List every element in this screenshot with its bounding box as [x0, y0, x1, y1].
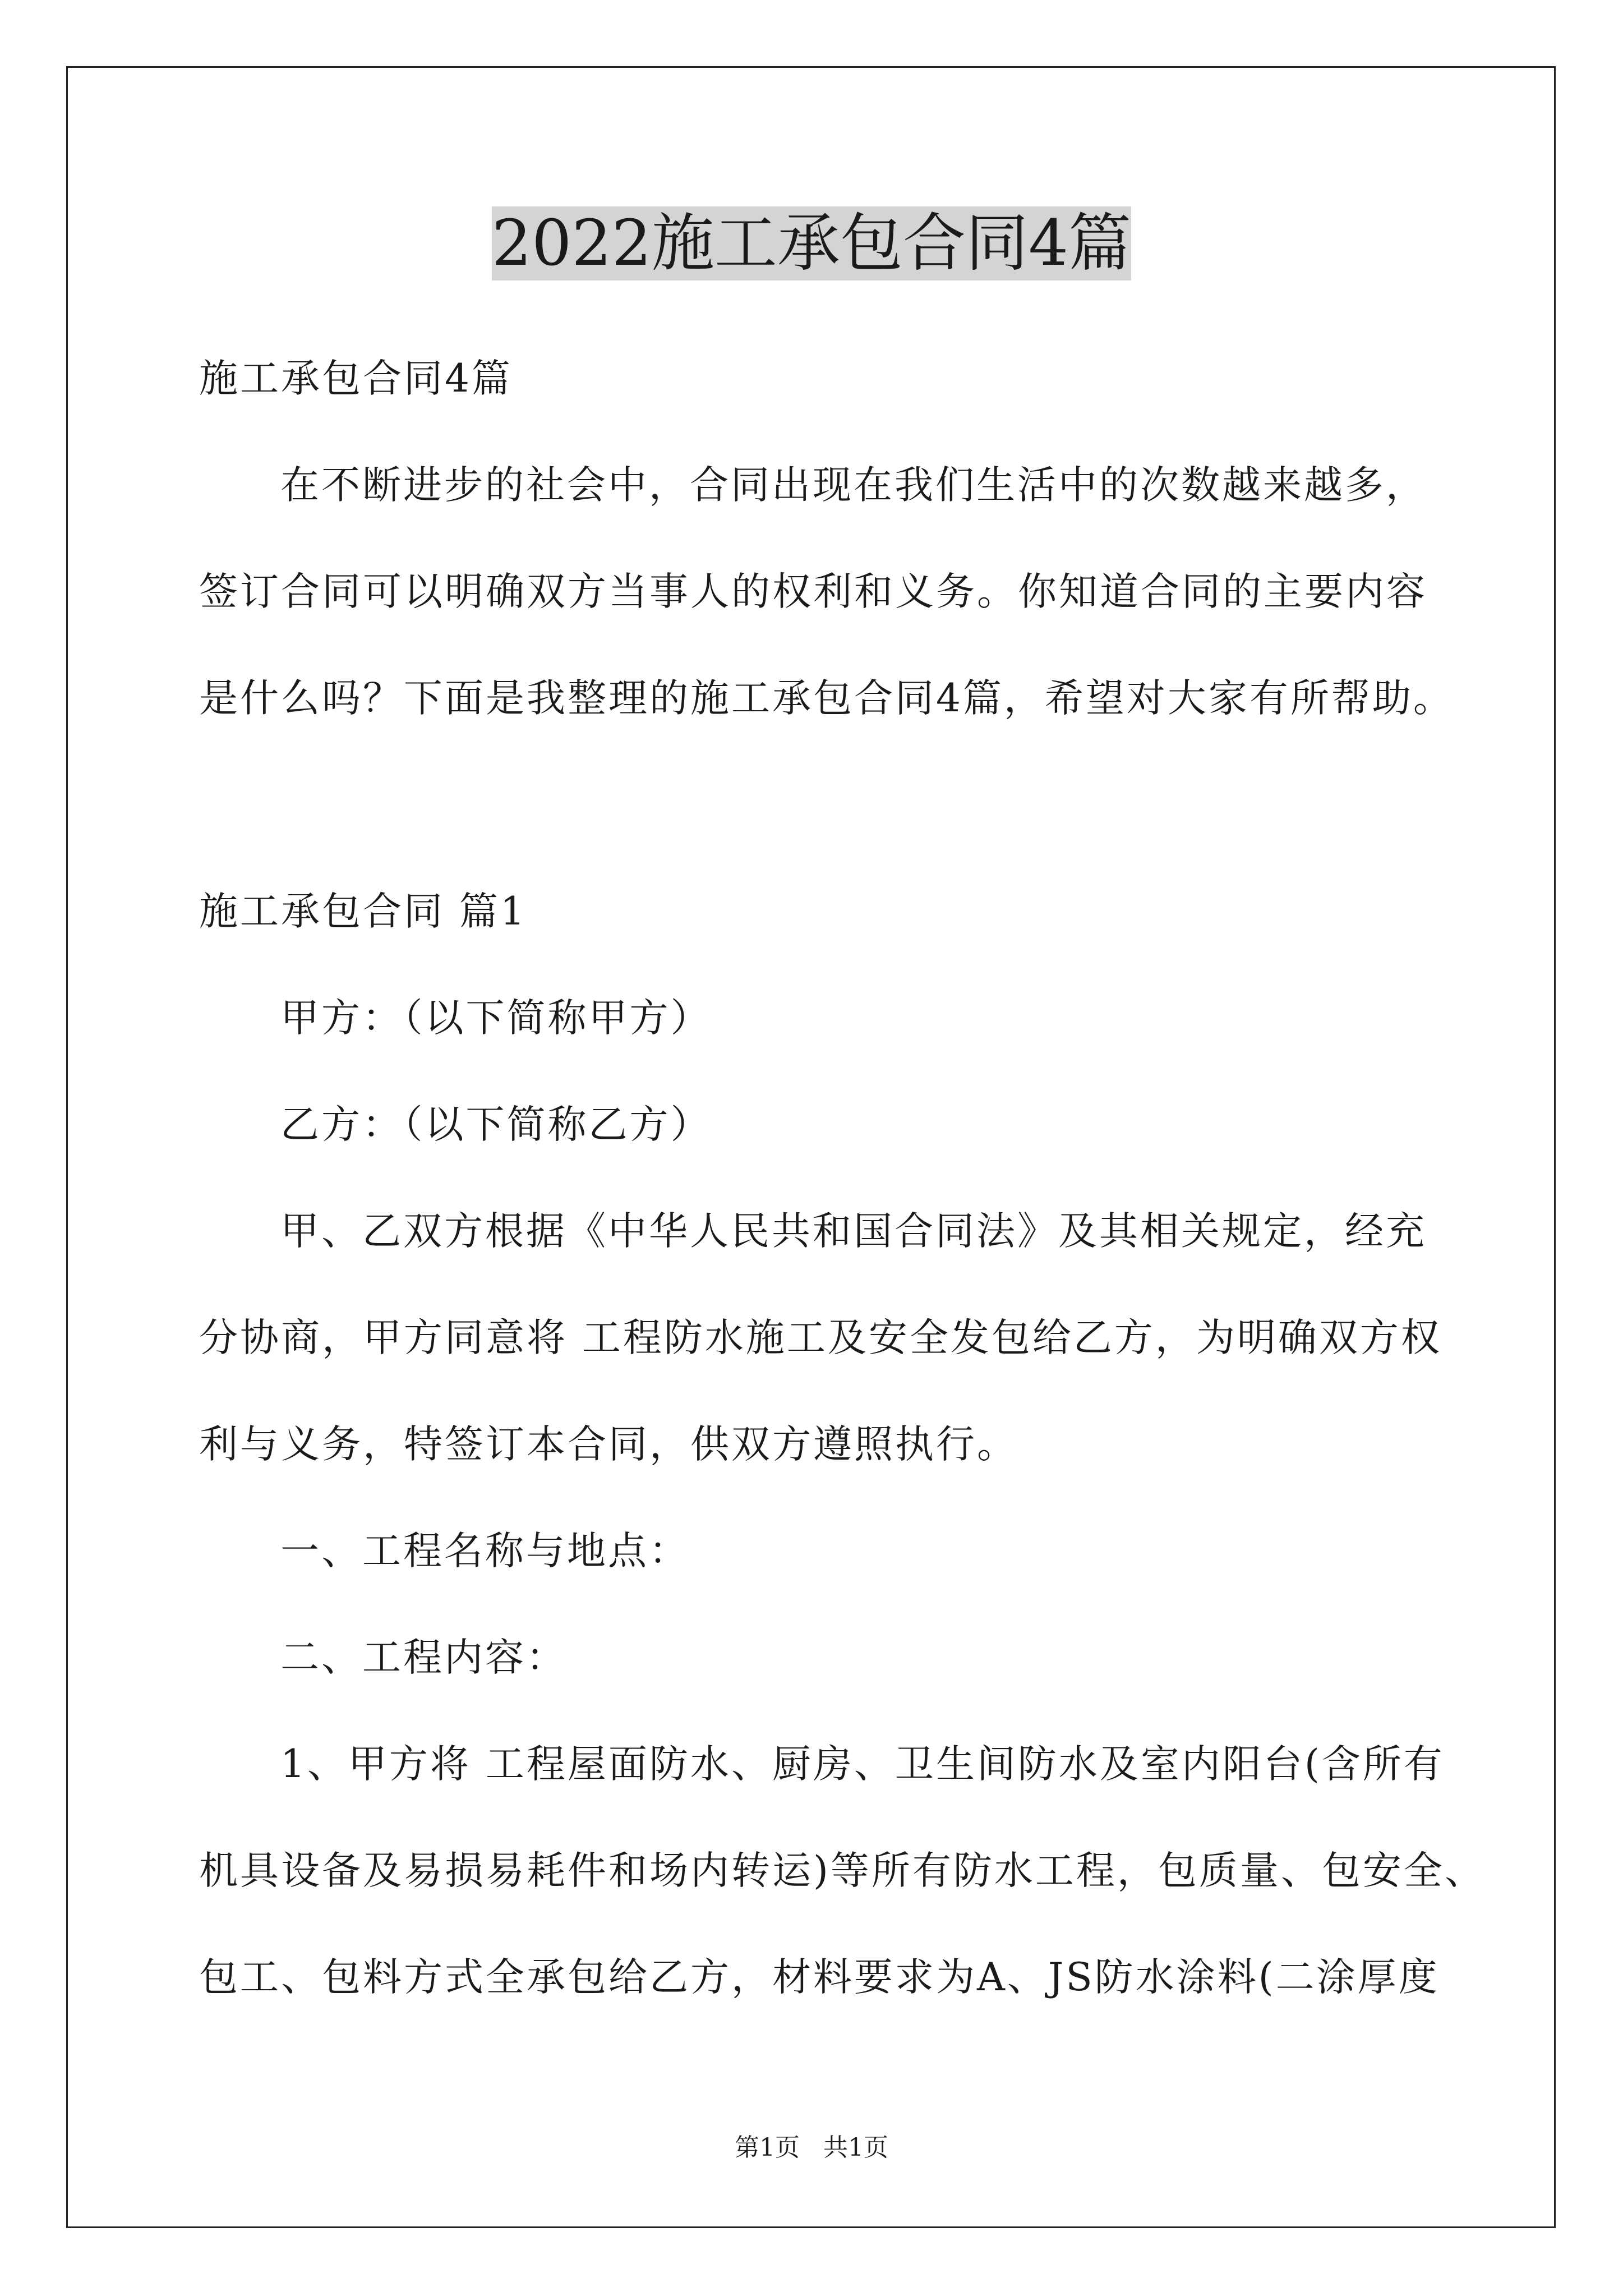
- body-line: 1、甲方将 工程屋面防水、厨房、卫生间防水及室内阳台(含所有: [280, 1742, 1445, 1787]
- body-line: 甲、乙双方根据《中华人民共和国合同法》及其相关规定，经充: [280, 1209, 1427, 1254]
- body-line: 利与义务，特签订本合同，供双方遵照执行。: [199, 1422, 1018, 1467]
- body-line: 分协商，甲方同意将 工程防水施工及安全发包给乙方，为明确双方权: [199, 1315, 1442, 1360]
- body-line: 在不断进步的社会中，合同出现在我们生活中的次数越来越多，: [280, 463, 1427, 508]
- clause-heading: 一、工程名称与地点：: [280, 1529, 690, 1573]
- body-line: 机具设备及易损易耗件和场内转运)等所有防水工程，包质量、包安全、: [199, 1848, 1486, 1893]
- page-number: 第1页 共1页: [735, 2133, 888, 2162]
- title-container: [0, 206, 1623, 280]
- body-line: 包工、包料方式全承包给乙方，材料要求为A、JS防水涂料(二涂厚度: [199, 1955, 1440, 2000]
- clause-heading: 二、工程内容：: [280, 1635, 567, 1680]
- section-heading: 施工承包合同 篇1: [199, 889, 527, 934]
- body-line: 签订合同可以明确双方当事人的权利和义务。你知道合同的主要内容: [199, 569, 1427, 614]
- party-b-line: 乙方：（以下简称乙方）: [280, 1102, 712, 1147]
- subtitle-line: 施工承包合同4篇: [199, 356, 513, 401]
- party-a-line: 甲方：（以下简称甲方）: [280, 996, 712, 1041]
- body-line: 是什么吗？下面是我整理的施工承包合同4篇，希望对大家有所帮助。: [199, 676, 1454, 721]
- document-title: 2022施工承包合同4篇: [491, 207, 1132, 280]
